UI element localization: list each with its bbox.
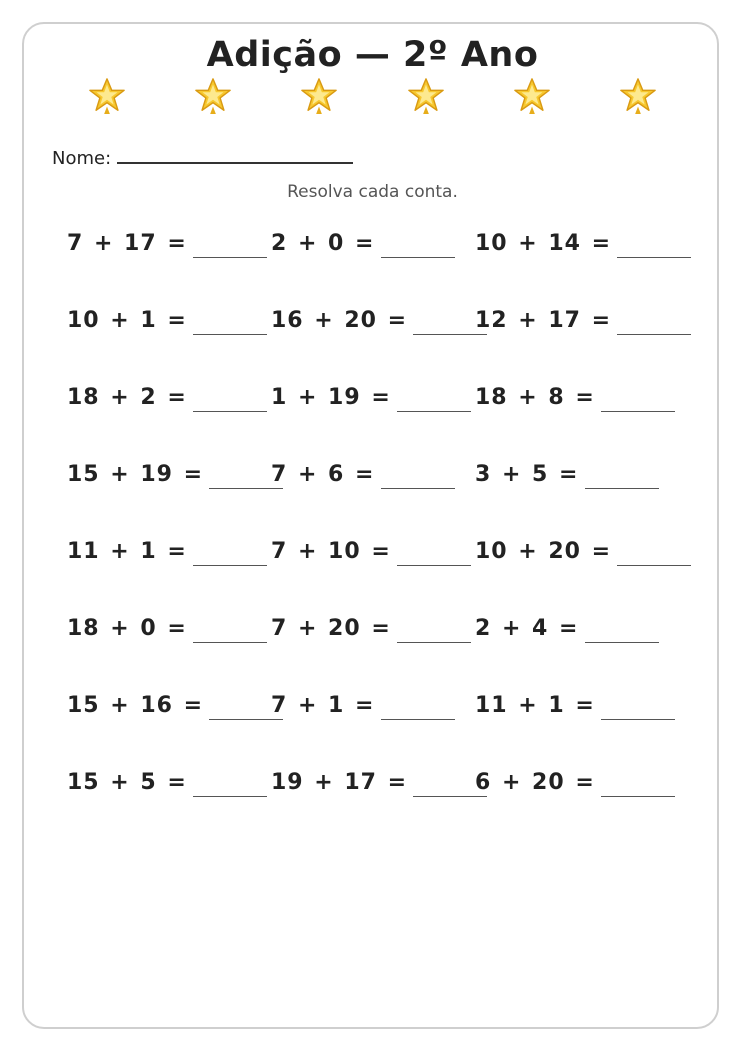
problem-expression: 18 + 0 = [67,616,187,641]
answer-blank[interactable] [601,719,675,720]
problem-expression: 7 + 10 = [271,539,391,564]
problem-expression: 10 + 20 = [475,539,612,564]
answer-blank[interactable] [193,565,267,566]
problem-expression: 7 + 17 = [67,231,187,256]
answer-blank[interactable] [193,642,267,643]
answer-blank[interactable] [193,411,267,412]
answer-blank[interactable] [381,719,455,720]
instructions: Resolva cada conta. [287,182,458,202]
problem-expression: 1 + 19 = [271,385,391,410]
answer-blank[interactable] [601,796,675,797]
answer-blank[interactable] [381,257,455,258]
problem-expression: 11 + 1 = [475,693,595,718]
name-label: Nome: [52,148,112,169]
problem-expression: 15 + 16 = [67,693,204,718]
answer-blank[interactable] [193,334,267,335]
problem-expression: 7 + 1 = [271,693,375,718]
answer-blank[interactable] [193,257,267,258]
answer-blank[interactable] [585,488,659,489]
problem-expression: 15 + 19 = [67,462,204,487]
problem-expression: 18 + 8 = [475,385,595,410]
answer-blank[interactable] [601,411,675,412]
problem-expression: 3 + 5 = [475,462,579,487]
answer-blank[interactable] [193,796,267,797]
problem-expression: 10 + 14 = [475,231,612,256]
answer-blank[interactable] [397,411,471,412]
problem-expression: 16 + 20 = [271,308,408,333]
answer-blank[interactable] [617,334,691,335]
problem-expression: 12 + 17 = [475,308,612,333]
answer-blank[interactable] [381,488,455,489]
problem-expression: 18 + 2 = [67,385,187,410]
problem-expression: 7 + 20 = [271,616,391,641]
page-title: Adição — 2º Ano [206,35,539,75]
answer-blank[interactable] [397,565,471,566]
answer-blank[interactable] [617,257,691,258]
problem-expression: 2 + 4 = [475,616,579,641]
problem-expression: 10 + 1 = [67,308,187,333]
problem-expression: 19 + 17 = [271,770,408,795]
answer-blank[interactable] [585,642,659,643]
problem-expression: 2 + 0 = [271,231,375,256]
answer-blank[interactable] [617,565,691,566]
problem-expression: 11 + 1 = [67,539,187,564]
answer-blank[interactable] [397,642,471,643]
problem-expression: 6 + 20 = [475,770,595,795]
problem-expression: 7 + 6 = [271,462,375,487]
problem-expression: 15 + 5 = [67,770,187,795]
